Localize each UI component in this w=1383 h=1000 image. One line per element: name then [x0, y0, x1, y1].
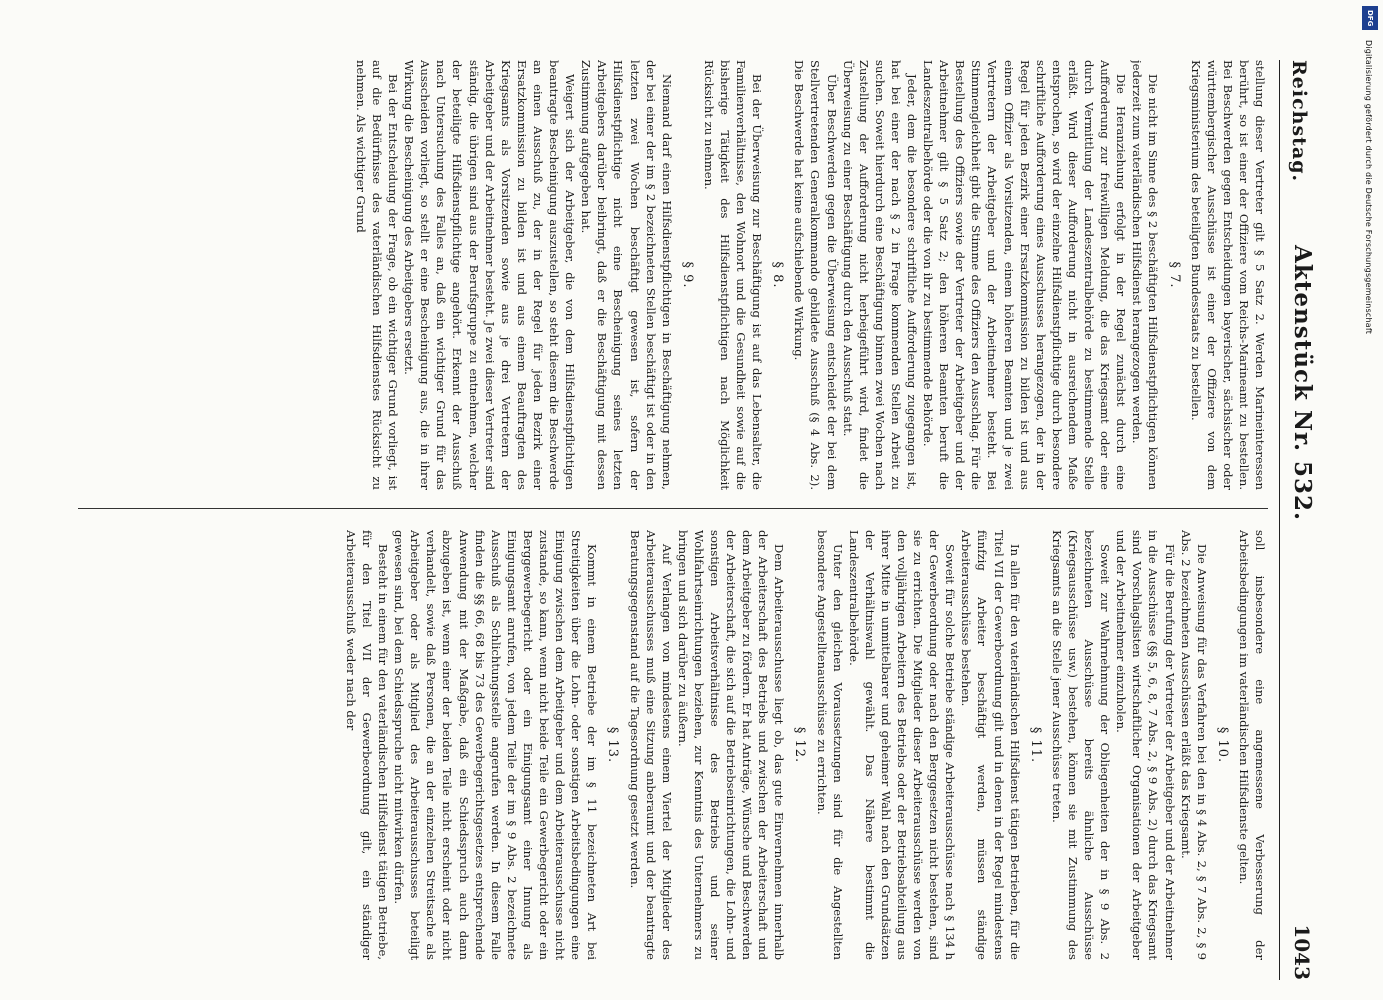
- section-heading: § 8.: [770, 261, 786, 289]
- paragraph: In allen für den vaterländischen Hilfsdienst tätigen Betrieben, für die Titel VII der Gewerbeordnung gilt und in denen in der Regel mindestens fünfzig Arbeiter beschäftigt werden, müssen ständige Arbeiterausschüsse bestehen.: [959, 530, 1022, 960]
- left-column: [68, 60, 1268, 490]
- header-left: Reichstag.: [1288, 60, 1310, 183]
- paragraph: Kommt in einem Betriebe der im § 11 bezeichneten Art bei Streitigkeiten über die Lohn- oder sonstigen Arbeitsbedingungen eine Einigung zwischen dem Arbeitgeber und dem Arbeiterausschusse nicht zustande, so kann, wenn nicht beide Teile ein Gewerbegericht oder ein Berggewerbegericht oder ein Einigungsamt einer Innung als Einigungsamt anrufen, von jedem Teile der im § 9 Abs. 2 bezeichnete Ausschuß als Schlichtungsstelle angerufen werden. In diesem Falle finden die §§ 66, 68 bis 73 des Gewerbegerichtsgesetzes entsprechende Anwendung mit der Maßgabe, daß ein Schiedsspruch auch dann abzugeben ist, wenn einer der beiden Teile nicht erscheint oder nicht verhandelt, sowie daß Personen, die an der einzelnen Streitsache als Arbeitgeber oder als Mitglied des Arbeiterausschusses beteiligt gewesen sind, bei dem Schiedsspruche nicht mitwirken dürfen.: [392, 530, 600, 960]
- paragraph: Weigert sich der Arbeitgeber, die von dem Hilfsdienstpflichtigen beantragte Bescheinigung auszustellen, so steht diesem die Beschwerde an einen Ausschuß zu, der in der Regel für jeden Bezirk einer Ersatzkommission zu bilden ist und aus einem Beauftragten des Kriegsamts als Vorsitzenden sowie aus je drei Vertretern der Arbeitgeber und der Arbeitnehmer besteht. Je zwei dieser Vertreter sind ständig, die übrigen sind aus der Berufsgruppe zu entnehmen, welcher der beteiligte Hilfsdienstpflichtige angehört. Erkennt der Ausschuß nach Untersuchung des Falles an, daß ein wichtiger Grund für das Ausscheiden vorliegt, so stellt er eine Bescheinigung aus, die in ihrer Wirkung die Bescheinigung des Arbeitgebers ersetzt.: [402, 60, 578, 490]
- paragraph: Über Beschwerden gegen die Überweisung entscheidet der bei dem Stellvertretenden Generalkommando gebildete Ausschuß (§ 4 Abs. 2). Die Beschwerde hat keine aufschiebende Wirkung.: [792, 60, 839, 490]
- paragraph: soll insbesondere eine angemessene Verbesserung der Arbeitsbedingungen im vaterländischen Hilfsdienste gelten.: [1236, 530, 1267, 960]
- paragraph: Die Anweisung für das Verfahren bei den in § 4 Abs. 2, § 7 Abs. 2, § 9 Abs. 2 bezeichneten Ausschüssen erläßt das Kriegsamt.: [1178, 530, 1209, 960]
- paragraph: Die nicht im Sinne des § 2 beschäftigten Hilfsdienstpflichtigen können jederzeit zum vaterländischen Hilfsdienst herangezogen werden.: [1130, 60, 1161, 490]
- paragraph: Dem Arbeiterausschusse liegt ob, das gute Einvernehmen innerhalb der Arbeiterschaft des Betriebs und zwischen der Arbeiterschaft und dem Arbeitgeber zu fördern. Er hat Anträge, Wünsche und Beschwerden der Arbeiterschaft, die sich auf die Betriebseinrichtungen, die Lohn- und sonstigen Arbeitsverhältnisse des Betriebs und seiner Wohlfahrtseinrichtungen beziehen, zur Kenntnis des Unternehmers zu bringen und sich darüber zu äußern.: [675, 530, 787, 960]
- paragraph: Unter den gleichen Voraussetzungen sind für die Angestellten besondere Angestelltenausschüsse zu errichten.: [814, 530, 845, 960]
- paragraph: Bei der Entscheidung der Frage, ob ein wichtiger Grund vorliegt, ist auf die Bedürfnisse des vaterländischen Hilfsdienstes Rücksicht zu nehmen. Als wichtiger Grund: [353, 60, 401, 490]
- paragraph: Die Heranziehung erfolgt in der Regel zunächst durch eine Aufforderung zur freiwilligen Meldung, die das Kriegsamt oder eine durch Vermittlung der Landeszentralbehörde zu bestimmende Stelle erläßt. Wird dieser Aufforderung nicht in ausreichendem Maße entsprochen, so wird der einzelne Hilfsdienstpflichtige durch besondere schriftliche Aufforderung eines Ausschusses herangezogen, der in der Regel für jeden Bezirk einer Ersatzkommission zu bilden ist und aus einem Offizier als Vorsitzenden, einem höheren Beamten und je zwei Vertretern der Arbeitgeber und der Arbeitnehmer besteht. Bei Stimmengleichheit gibt die Stimme des Offiziers den Ausschlag. Für die Bestellung des Offiziers sowie der Vertreter der Arbeitgeber und der Arbeitnehmer gilt § 5 Satz 2; den höheren Beamten beruft die Landeszentralbehörde oder die von ihr zu bestimmende Behörde.: [921, 60, 1129, 490]
- page-header: [1279, 60, 1320, 980]
- section-heading: § 9.: [679, 261, 695, 289]
- paragraph: stellung dieser Vertreter gilt § 5 Satz 2. Werden Marineinteressen berührt, so ist einer der Offiziere vom Reichs-Marineamt zu bestellen. Bei Beschwerden gegen Entscheidungen bayerischer, sächsischer oder württembergischer Ausschüsse ist einer der Offiziere von dem Kriegsministerium des beteiligten Bundesstaats zu bestellen.: [1188, 60, 1267, 490]
- header-title: Aktenstück Nr. 532.: [1289, 245, 1316, 522]
- paragraph: Soweit zur Wahrnehmung der Obliegenheiten der in § 9 Abs. 2 bezeichneten Ausschüsse bereits ähnliche Ausschüsse (Kriegsausschüsse usw.) bestehen, können sie mit Zustimmung des Kriegsamts an die Stelle jener Ausschüsse treten.: [1049, 530, 1113, 960]
- column-divider: [78, 508, 1268, 509]
- section-heading: § 13.: [605, 726, 621, 764]
- paragraph: Soweit für solche Betriebe ständige Arbeiterausschüsse nach § 134 h der Gewerbeordnung oder nach den Berggesetzen nicht bestehen, sind sie zu errichten. Die Mitglieder dieser Arbeiterausschüsse werden von den volljährigen Arbeitern des Betriebs oder der Betriebsabteilung aus ihrer Mitte in unmittelbarer und geheimer Wahl nach den Grundsätzen der Verhältniswahl gewählt. Das Nähere bestimmt die Landeszentralbehörde.: [846, 530, 958, 960]
- paragraph: Besteht in einem für den vaterländischen Hilfsdienst tätigen Betriebe, für den Titel VII der Gewerbeordnung gilt, ein ständiger Arbeiterausschuß weder nach der: [343, 530, 391, 960]
- rotated-page-body: [60, 60, 1320, 980]
- paragraph: Niemand darf einen Hilfsdienstpflichtigen in Beschäftigung nehmen, der bei einer der im § 2 bezeichneten Stellen beschäftigt ist oder in den letzten zwei Wochen beschäftigt gewesen ist, sofern der Hilfsdienstpflichtige nicht eine Bescheinigung seines letzten Arbeitgebers darüber beibringt, daß er die Beschäftigung mit dessen Zustimmung aufgegeben hat.: [579, 60, 674, 490]
- paragraph: Auf Verlangen von mindestens einem Viertel der Mitglieder des Arbeiterausschusses muß eine Sitzung anberaumt und der beantragte Beratungsgegenstand auf die Tagesordnung gesetzt werden.: [627, 530, 674, 960]
- dfg-logo: DFG: [1362, 6, 1378, 30]
- paragraph: Bei der Überweisung zur Beschäftigung ist auf das Lebensalter, die Familienverhältnisse, den Wohnort und die Gesundheit sowie auf die bisherige Tätigkeit des Hilfsdienstpflichtigen nach Möglichkeit Rücksicht zu nehmen.: [701, 60, 765, 490]
- section-heading: § 12.: [792, 726, 808, 764]
- section-heading: § 10.: [1214, 726, 1230, 764]
- digitization-credit: Digitalisierung gefördert durch die Deutsche Forschungsgemeinschaft: [1364, 40, 1373, 335]
- paragraph: Für die Berufung der Vertreter der Arbeitgeber und der Arbeitnehmer in die Ausschüsse (§§ 5, 6, 8, 7 Abs. 2, § 9 Abs. 2) durch das Kriegsamt sind Vorschlagslisten wirtschaftlicher Organisationen der Arbeitgeber und der Arbeitnehmer einzuholen.: [1114, 530, 1177, 960]
- section-heading: § 7.: [1166, 261, 1182, 289]
- section-heading: § 11.: [1027, 726, 1043, 764]
- page-number: 1043: [1290, 924, 1314, 980]
- paragraph: Jeder, dem die besondere schriftliche Aufforderung zugegangen ist, hat bei einer der nach § 2 in Frage kommenden Stellen Arbeit zu suchen. Soweit hierdurch eine Beschäftigung binnen zwei Wochen nach Zustellung der Aufforderung nicht herbeigeführt wird, findet die Überweisung zu einer Beschäftigung durch den Ausschuß statt.: [840, 60, 920, 490]
- right-column: [68, 530, 1268, 960]
